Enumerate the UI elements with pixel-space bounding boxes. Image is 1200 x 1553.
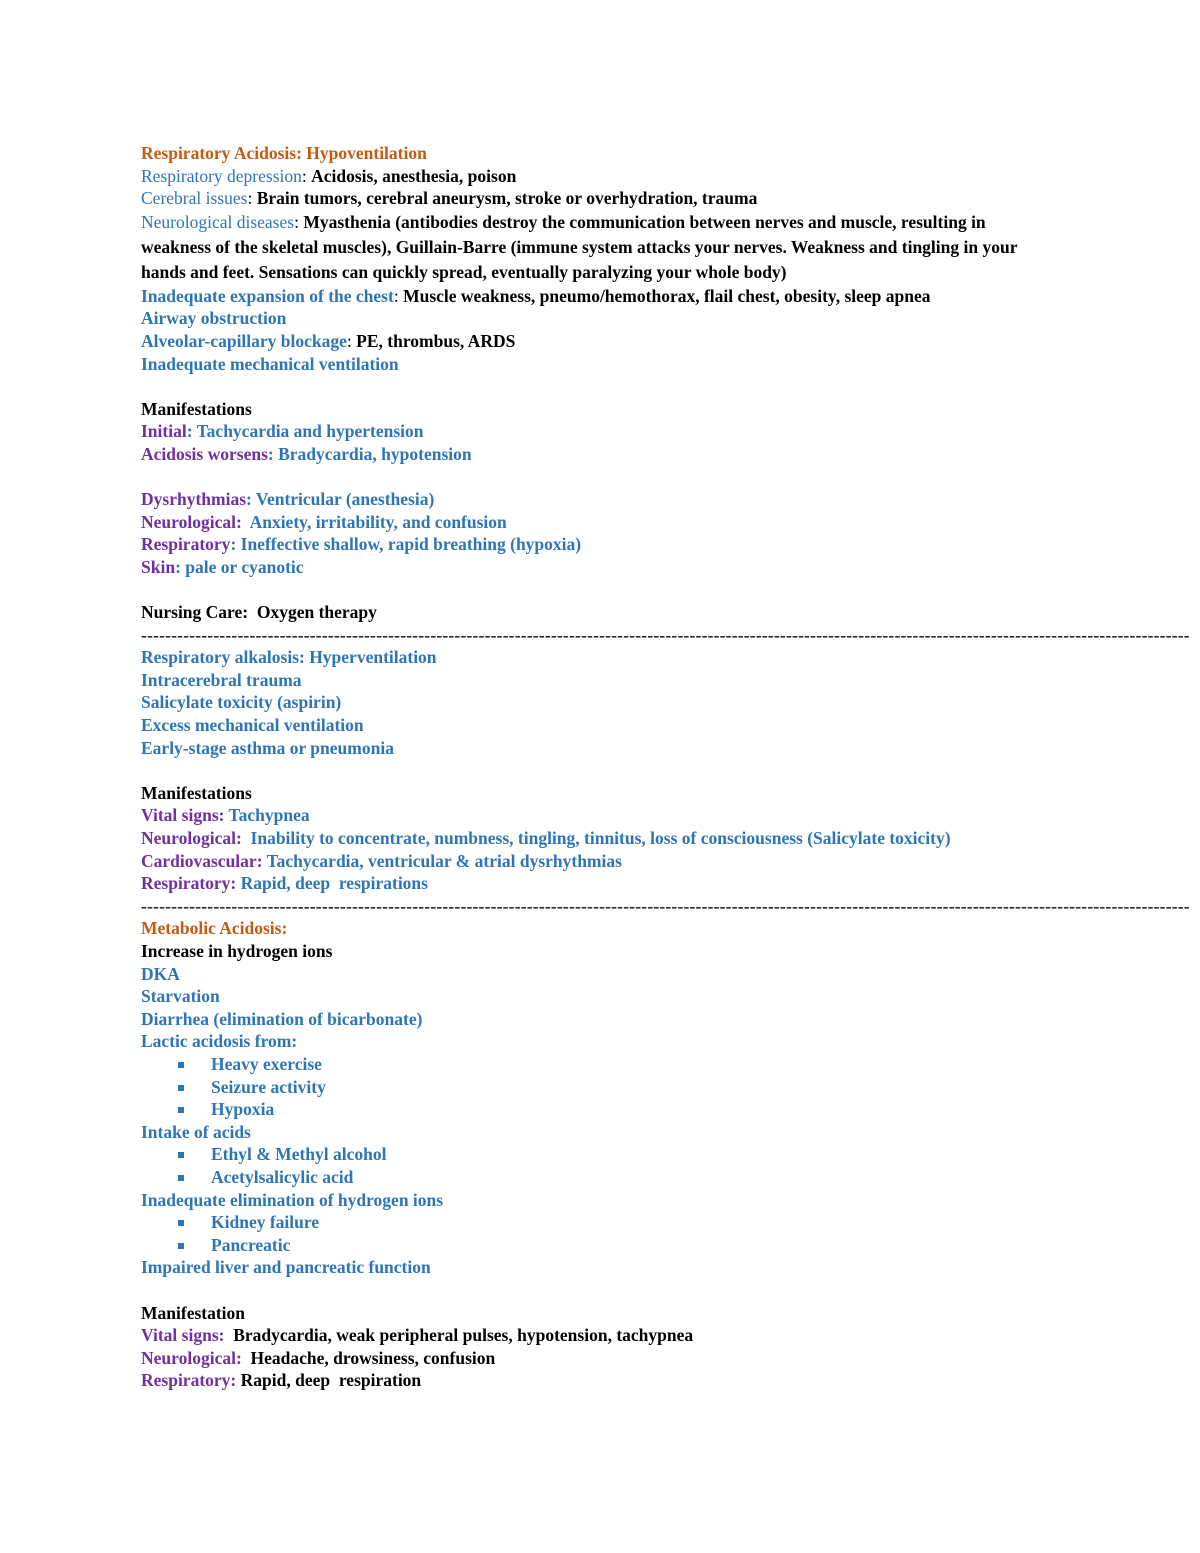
- manifestation-line: Vital signs: Bradycardia, weak peripheral pulses, hypotension, tachypnea: [141, 1325, 694, 1346]
- bullet-square-icon: [178, 1107, 184, 1113]
- list-item: Ethyl & Methyl alcohol: [141, 1143, 1061, 1166]
- manifestation-line: Neurological: Inability to concentrate, numbness, tingling, tinnitus, loss of consciousness (Salicylate toxicity): [141, 828, 951, 849]
- divider: ------------------------------------------------------------------------------------------------------------------------------------------------------------------------------: [141, 895, 1190, 916]
- spacer: [141, 466, 1061, 489]
- bullet-square-icon: [178, 1085, 184, 1091]
- cause-line: Respiratory depression: Acidosis, anesthesia, poison: [141, 165, 517, 186]
- cause-line: Impaired liver and pancreatic function: [141, 1257, 431, 1278]
- bullet-square-icon: [178, 1175, 184, 1181]
- cause-paragraph: Neurological diseases: Myasthenia (antibodies destroy the communication between nerves and muscle, resulting in weakness of the skeletal muscles), Guillain-Barre (immune system attacks your nerves. Weakness and tingling in your hands and feet. Sensations can quickly spread, eventually paralyzing your whole body): [141, 211, 1018, 282]
- manifestation-line: Vital signs: Tachypnea: [141, 805, 310, 826]
- resp-alkalosis-title: Respiratory alkalosis: Hyperventilation: [141, 647, 437, 668]
- manifestation-line: Acidosis worsens: Bradycardia, hypotension: [141, 443, 472, 464]
- cause-line: Starvation: [141, 986, 220, 1007]
- manifestation-line: Neurological: Anxiety, irritability, and confusion: [141, 511, 507, 532]
- manifestation-line: Respiratory: Ineffective shallow, rapid breathing (hypoxia): [141, 534, 582, 555]
- manifestations-heading: Manifestations: [141, 782, 252, 803]
- spacer: [141, 375, 1061, 398]
- manifestation-line: Cardiovascular: Tachycardia, ventricular & atrial dysrhythmias: [141, 850, 622, 871]
- manifestation-line: Respiratory: Rapid, deep respiration: [141, 1370, 422, 1391]
- list-item: Hypoxia: [141, 1098, 1061, 1121]
- cause-line: Excess mechanical ventilation: [141, 715, 364, 736]
- manifestation-line: Respiratory: Rapid, deep respirations: [141, 873, 428, 894]
- bullet-square-icon: [178, 1062, 184, 1068]
- resp-acidosis-title: Respiratory Acidosis: Hypoventilation: [141, 143, 427, 163]
- cause-line: Diarrhea (elimination of bicarbonate): [141, 1008, 423, 1029]
- cause-line: DKA: [141, 963, 180, 984]
- cause-line: Alveolar-capillary blockage: PE, thrombus, ARDS: [141, 330, 516, 351]
- divider: ------------------------------------------------------------------------------------------------------------------------------------------------------------------------------: [141, 624, 1190, 645]
- list-item: Heavy exercise: [141, 1053, 1061, 1076]
- list-item: Seizure activity: [141, 1076, 1061, 1099]
- list-item: Acetylsalicylic acid: [141, 1166, 1061, 1189]
- manifestation-line: Dysrhythmias: Ventricular (anesthesia): [141, 489, 435, 510]
- manifestation-line: Initial: Tachycardia and hypertension: [141, 421, 424, 442]
- cause-line: Airway obstruction: [141, 308, 287, 329]
- manifestations-heading: Manifestations: [141, 398, 252, 419]
- cause-line: Inadequate elimination of hydrogen ions: [141, 1189, 444, 1210]
- manifestation-line: Skin: pale or cyanotic: [141, 556, 304, 577]
- bullet-square-icon: [178, 1220, 184, 1226]
- list-item: Kidney failure: [141, 1211, 1061, 1234]
- bullet-square-icon: [178, 1243, 184, 1249]
- spacer: [141, 579, 1061, 602]
- cause-line: Inadequate expansion of the chest: Muscle weakness, pneumo/hemothorax, flail chest, obesity, sleep apnea: [141, 285, 931, 306]
- metabolic-subtitle: Increase in hydrogen ions: [141, 941, 333, 961]
- metabolic-acidosis-title: Metabolic Acidosis:: [141, 918, 288, 939]
- cause-line: Intake of acids: [141, 1121, 251, 1142]
- nursing-care: Nursing Care: Oxygen therapy: [141, 602, 377, 623]
- cause-line: Lactic acidosis from:: [141, 1031, 298, 1052]
- bullet-square-icon: [178, 1152, 184, 1158]
- cause-line: Salicylate toxicity (aspirin): [141, 692, 342, 713]
- cause-line: Inadequate mechanical ventilation: [141, 353, 399, 374]
- manifestation-heading: Manifestation: [141, 1302, 246, 1323]
- cause-line: Early-stage asthma or pneumonia: [141, 737, 394, 758]
- document-page: [141, 142, 1190, 1392]
- cause-line: Intracerebral trauma: [141, 669, 302, 690]
- spacer: [141, 1279, 1061, 1302]
- spacer: [141, 759, 1061, 782]
- list-item: Pancreatic: [141, 1234, 1061, 1257]
- cause-line: Cerebral issues: Brain tumors, cerebral aneurysm, stroke or overhydration, trauma: [141, 188, 758, 209]
- manifestation-line: Neurological: Headache, drowsiness, confusion: [141, 1347, 496, 1368]
